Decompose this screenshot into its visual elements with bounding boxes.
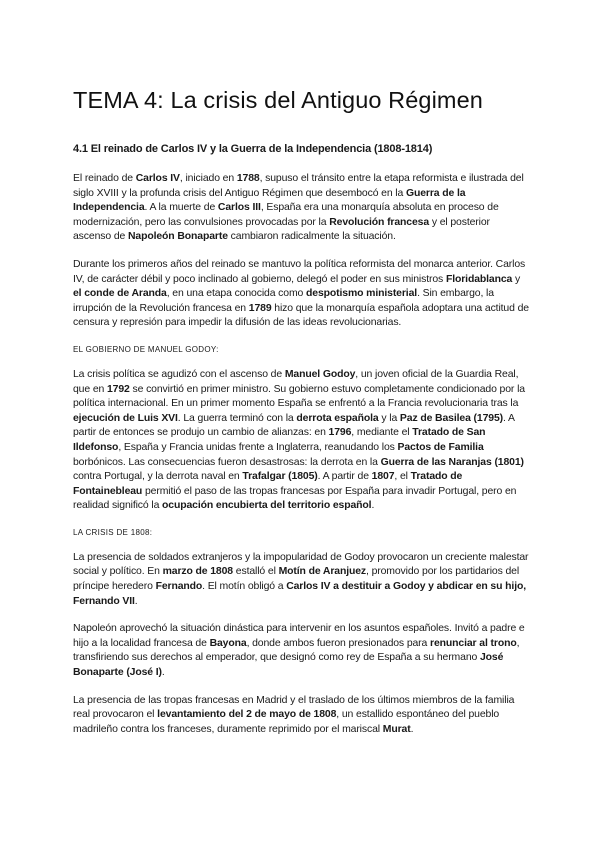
bold-text: ocupación encubierta del territorio español bbox=[162, 500, 372, 512]
text-run: y el posterior ascenso de bbox=[73, 216, 490, 243]
bold-text: ejecución de Luis XVI bbox=[73, 412, 178, 424]
bold-text: Carlos III bbox=[217, 202, 261, 214]
text-run: , un estallido espontáneo del pueblo madrileño contra los franceses, duramente reprimido por el mariscal bbox=[73, 709, 500, 735]
bold-text: 1788 bbox=[236, 173, 260, 184]
text-run: . bbox=[161, 667, 165, 679]
text-run: El reinado de bbox=[73, 173, 136, 184]
text-run: , un joven oficial de la Guardia Real, que en bbox=[73, 368, 519, 395]
bold-text: Tratado de Fontainebleau bbox=[73, 471, 463, 497]
text-run: permitió el paso de las tropas francesas por España para invadir Portugal, pero en realidad significó la bbox=[73, 485, 517, 512]
text-run: . bbox=[134, 595, 138, 607]
text-run: , España y Francia unidas frente a Inglaterra, reanudando los bbox=[118, 441, 398, 453]
text-run: hizo que la monarquía española adoptara una actitud de censura y represión para impedir la difusión de las ideas revolucionarias. bbox=[73, 302, 529, 329]
text-run: borbónicos. Las consecuencias fueron desastrosas: la derrota en la bbox=[73, 456, 381, 468]
paragraph bbox=[73, 622, 530, 680]
bold-text: Pactos de Familia bbox=[397, 441, 484, 453]
bold-text: Bayona bbox=[209, 637, 247, 649]
bold-text: Guerra de la Independencia bbox=[73, 187, 466, 214]
text-run: se convirtió en primer ministro. Su gobierno estuvo completamente condicionado por la política internacional. En un primer momento España se enfrentó a la Francia revolucionaria tras la bbox=[73, 383, 525, 410]
text-run: . El motín obligó a bbox=[202, 581, 287, 593]
bold-text: marzo de 1808 bbox=[162, 566, 233, 578]
text-run: Durante los primeros años del reinado se mantuvo la política reformista del monarca anterior. Carlos IV, de carácter débil y poco inclinado al gobierno, delegó el poder en sus ministros bbox=[73, 258, 526, 285]
text-run: La crisis política se agudizó con el ascenso de bbox=[73, 368, 285, 380]
bold-text: 1792 bbox=[106, 383, 130, 395]
text-run: , el bbox=[394, 471, 411, 483]
text-run: La presencia de soldados extranjeros y la impopularidad de Godoy provocaron un creciente malestar social y político. En bbox=[73, 551, 529, 578]
bold-text: Revolución francesa bbox=[329, 216, 430, 228]
bold-text: Carlos IV bbox=[135, 173, 180, 184]
paragraph bbox=[73, 172, 530, 245]
page-title: TEMA 4: La crisis del Antiguo Régimen bbox=[73, 87, 483, 113]
subheading-godoy: EL GOBIERNO DE MANUEL GODOY: bbox=[73, 344, 219, 354]
bold-text: José Bonaparte (José I) bbox=[73, 652, 504, 679]
paragraph bbox=[73, 551, 530, 609]
text-run: estalló el bbox=[233, 566, 279, 578]
paragraph bbox=[73, 258, 530, 331]
bold-text: levantamiento del 2 de mayo de 1808 bbox=[157, 709, 337, 721]
bold-text: Murat bbox=[382, 723, 411, 735]
text-run: . Sin embargo, la irrupción de la Revolución francesa en bbox=[73, 288, 494, 314]
text-run: y la bbox=[378, 412, 400, 424]
paragraph bbox=[73, 694, 530, 738]
bold-text: renunciar al trono bbox=[430, 637, 517, 649]
bold-text: Floridablanca bbox=[445, 273, 513, 285]
bold-text: Trafalgar (1805) bbox=[242, 471, 318, 483]
section-heading: 4.1 El reinado de Carlos IV y la Guerra de la Independencia (1808-1814) bbox=[73, 143, 433, 155]
text-run: cambiaron radicalmente la situación. bbox=[227, 231, 396, 243]
text-run: , transfiriendo sus derechos al emperador, que designó como rey de España a su hermano bbox=[73, 637, 520, 664]
text-run: , supuso el tránsito entre la etapa reformista e ilustrada del siglo XVIII y la profunda crisis del Antiguo Régimen que desembocó en la bbox=[73, 173, 524, 199]
bold-text: Paz de Basilea (1795) bbox=[399, 412, 503, 424]
bold-text: Motín de Aranjuez bbox=[278, 566, 367, 578]
text-run: . A partir de entonces se produjo un cambio de alianzas: en bbox=[73, 412, 515, 439]
text-run: . A partir de bbox=[317, 471, 372, 483]
bold-text: 1796 bbox=[328, 427, 352, 439]
text-run: , mediante el bbox=[351, 427, 413, 439]
text-run: . bbox=[410, 723, 414, 735]
text-run: La presencia de las tropas francesas en Madrid y el traslado de los últimos miembros de la familia real provocaron el bbox=[73, 694, 515, 721]
paragraph bbox=[73, 368, 530, 514]
bold-text: 1807 bbox=[371, 471, 395, 483]
text-run: , en una etapa conocida como bbox=[166, 288, 307, 300]
text-run: y bbox=[512, 273, 521, 285]
bold-text: Manuel Godoy bbox=[284, 368, 356, 380]
text-run: . A la muerte de bbox=[144, 202, 218, 214]
text-run: , promovido por los partidarios del príncipe heredero bbox=[73, 566, 520, 593]
text-run: . bbox=[371, 500, 375, 512]
text-run: , donde ambos fueron presionados para bbox=[246, 637, 431, 649]
bold-text: despotismo ministerial bbox=[306, 288, 418, 300]
bold-text: Tratado de San Ildefonso bbox=[73, 427, 486, 453]
bold-text: derrota española bbox=[296, 412, 379, 424]
bold-text: Napoleón Bonaparte bbox=[127, 231, 228, 243]
text-run: , iniciado en bbox=[179, 173, 237, 184]
bold-text: 1789 bbox=[248, 302, 272, 314]
bold-text: Fernando bbox=[155, 581, 203, 593]
bold-text: Guerra de las Naranjas (1801) bbox=[380, 456, 524, 468]
text-run: . La guerra terminó con la bbox=[177, 412, 297, 424]
subheading-crisis-1808: LA CRISIS DE 1808: bbox=[73, 527, 153, 537]
text-run: , España era una monarquía absoluta en proceso de modernización, pero las convulsiones provocadas por la bbox=[73, 202, 499, 228]
text-run: Napoleón aprovechó la situación dinástica para intervenir en los asuntos españoles. Invitó a padre e hijo a la localidad francesa de bbox=[73, 623, 525, 649]
text-run: contra Portugal, y la derrota naval en bbox=[73, 471, 243, 483]
bold-text: el conde de Aranda bbox=[73, 288, 167, 300]
bold-text: Carlos IV a destituir a Godoy y abdicar en su hijo, Fernando VII bbox=[73, 581, 527, 607]
